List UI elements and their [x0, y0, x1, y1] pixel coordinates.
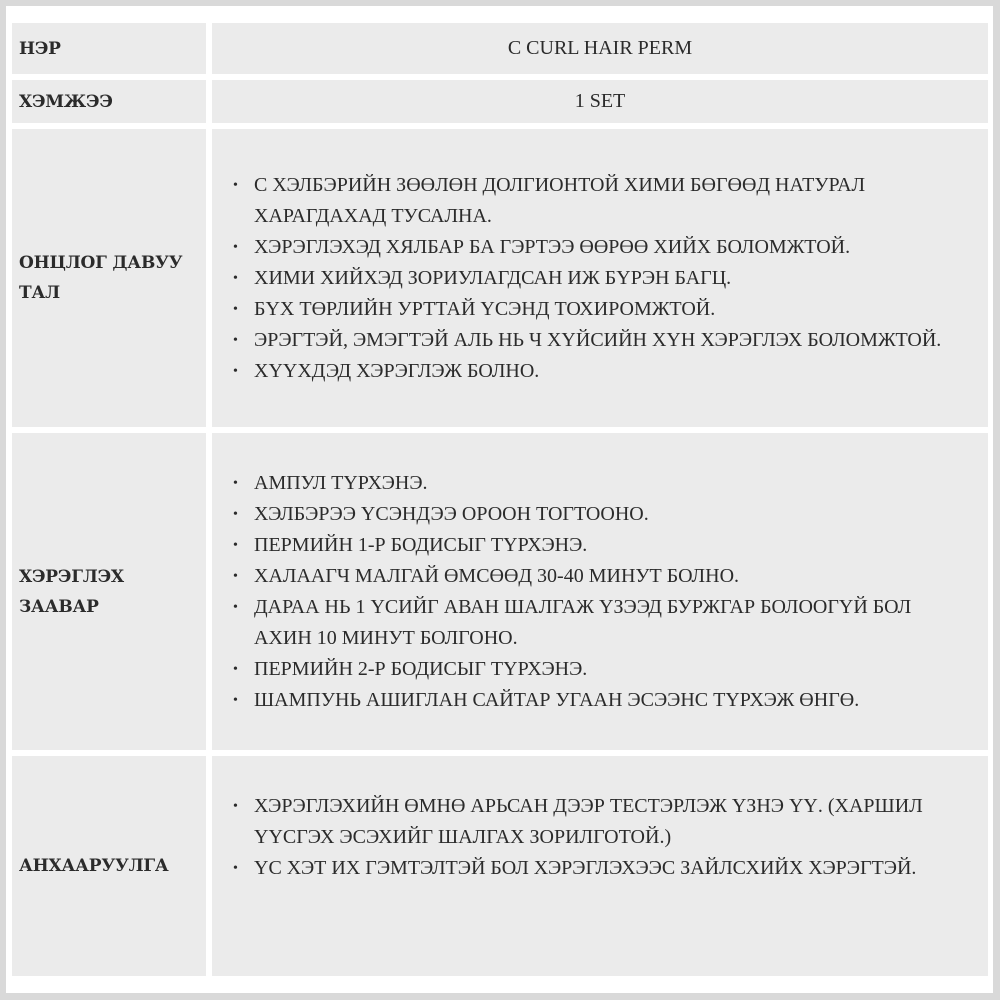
- name-label: НЭР: [19, 38, 61, 59]
- instructions-list: [212, 468, 988, 716]
- features-label-cell: [12, 129, 206, 427]
- bullet-icon: •: [233, 270, 238, 286]
- list-item-text: ПЕРМИЙН 1-Р БОДИСЫГ ТҮРХЭНЭ.: [254, 533, 588, 556]
- bullet-icon: •: [233, 177, 238, 193]
- list-item-text: БҮХ ТӨРЛИЙН УРТТАЙ ҮСЭНД ТОХИРОМЖТОЙ.: [254, 297, 716, 320]
- bullet-icon: •: [233, 506, 238, 522]
- list-item: [233, 530, 988, 561]
- list-item: [233, 685, 988, 716]
- list-item: [233, 853, 988, 884]
- list-item: [233, 356, 988, 387]
- list-item-text: C ХЭЛБЭРИЙН ЗӨӨЛӨН ДОЛГИОНТОЙ ХИМИ БӨГӨӨД НАТУРАЛ ХАРАГДАХАД ТУСАЛНА.: [254, 173, 866, 227]
- bullet-icon: •: [233, 861, 238, 876]
- caution-label-cell: [12, 756, 206, 976]
- bullet-icon: •: [233, 537, 238, 553]
- list-item-text: ҮС ХЭТ ИХ ГЭМТЭЛТЭЙ БОЛ ХЭРЭГЛЭХЭЭС ЗАЙЛСХИЙХ ХЭРЭГТЭЙ.: [254, 857, 917, 879]
- bullet-icon: •: [233, 599, 238, 615]
- name-value-cell: [212, 23, 988, 74]
- caution-list: [212, 791, 988, 884]
- list-item: [233, 561, 988, 592]
- bullet-icon: •: [233, 661, 238, 677]
- list-item-text: ХЭЛБЭРЭЭ ҮСЭНДЭЭ ОРООН ТОГТООНО.: [254, 502, 649, 525]
- list-item-text: ХАЛААГЧ МАЛГАЙ ӨМСӨӨД 30-40 МИНУТ БОЛНО.: [254, 564, 740, 587]
- bullet-icon: •: [233, 475, 238, 491]
- features-label: ОНЦЛОГ ДАВУУ ТАЛ: [19, 253, 183, 303]
- size-value: 1 SET: [574, 90, 626, 112]
- list-item: [233, 592, 988, 654]
- list-item: [233, 654, 988, 685]
- name-label-cell: [12, 23, 206, 74]
- list-item-text: ХЭРЭГЛЭХИЙН ӨМНӨ АРЬСАН ДЭЭР ТЕСТЭРЛЭЖ ҮЗНЭ ҮҮ. (ХАРШИЛ ҮҮСГЭХ ЭСЭХИЙГ ШАЛГАХ ЗОРИЛГОТОЙ.): [254, 795, 923, 848]
- list-item: [233, 170, 988, 232]
- list-item: [233, 294, 988, 325]
- bullet-icon: •: [233, 568, 238, 584]
- list-item-text: ПЕРМИЙН 2-Р БОДИСЫГ ТҮРХЭНЭ.: [254, 657, 588, 680]
- instructions-label: ХЭРЭГЛЭХ ЗААВАР: [19, 566, 124, 617]
- bullet-icon: •: [233, 239, 238, 255]
- size-value-cell: [212, 80, 988, 123]
- list-item: [233, 325, 988, 356]
- list-item-text: АМПУЛ ТҮРХЭНЭ.: [254, 471, 428, 494]
- list-item-text: ШАМПУНЬ АШИГЛАН САЙТАР УГААН ЭСЭЭНС ТҮРХЭЖ ӨНГӨ.: [254, 688, 860, 711]
- list-item: [233, 499, 988, 530]
- bullet-icon: •: [233, 332, 238, 348]
- instructions-label-cell: [12, 433, 206, 750]
- list-item-text: ХҮҮХДЭД ХЭРЭГЛЭЖ БОЛНО.: [254, 359, 540, 382]
- bullet-icon: •: [233, 301, 238, 317]
- list-item-text: ЭРЭГТЭЙ, ЭМЭГТЭЙ АЛЬ НЬ Ч ХҮЙСИЙН ХҮН ХЭРЭГЛЭХ БОЛОМЖТОЙ.: [254, 328, 942, 351]
- caution-label: АНХААРУУЛГА: [19, 856, 169, 876]
- size-label: ХЭМЖЭЭ: [19, 91, 113, 112]
- list-item-text: ХЭРЭГЛЭХЭД ХЯЛБАР БА ГЭРТЭЭ ӨӨРӨӨ ХИЙХ БОЛОМЖТОЙ.: [254, 235, 851, 258]
- caution-value-cell: [212, 756, 988, 976]
- features-list: [212, 170, 988, 387]
- instructions-value-cell: [212, 433, 988, 750]
- list-item: [233, 791, 988, 853]
- list-item: [233, 263, 988, 294]
- features-value-cell: [212, 129, 988, 427]
- bullet-icon: •: [233, 692, 238, 708]
- name-value: C CURL HAIR PERM: [507, 37, 693, 59]
- list-item: [233, 468, 988, 499]
- size-label-cell: [12, 80, 206, 123]
- list-item-text: ДАРАА НЬ 1 ҮСИЙГ АВАН ШАЛГАЖ ҮЗЭЭД БУРЖГАР БОЛООГҮЙ БОЛ АХИН 10 МИНУТ БОЛГОНО.: [254, 595, 912, 649]
- list-item: [233, 232, 988, 263]
- list-item-text: ХИМИ ХИЙХЭД ЗОРИУЛАГДСАН ИЖ БҮРЭН БАГЦ.: [254, 266, 732, 289]
- bullet-icon: •: [233, 799, 238, 814]
- bullet-icon: •: [233, 363, 238, 379]
